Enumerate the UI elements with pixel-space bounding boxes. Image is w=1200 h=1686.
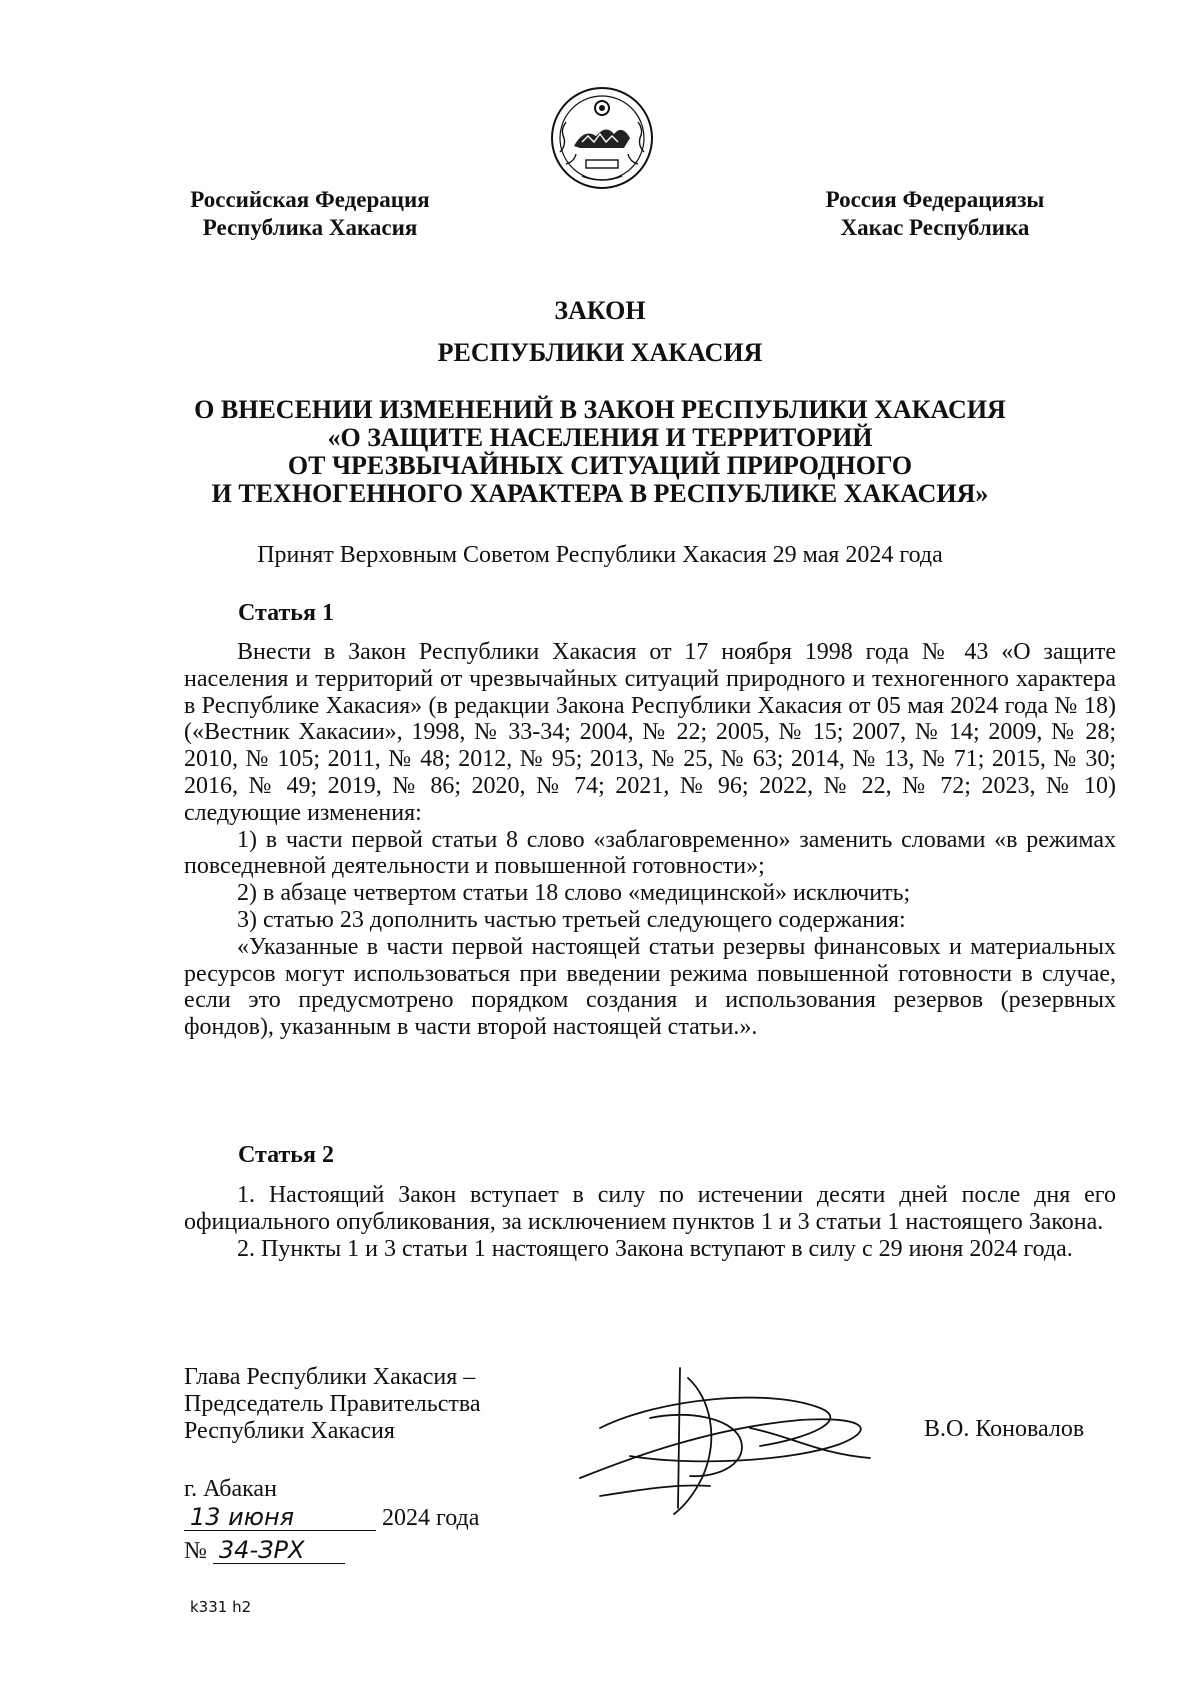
signing-date <box>184 1503 479 1533</box>
signatory-position-line1: Глава Республики Хакасия – <box>184 1364 476 1390</box>
law-subject-line1: О ВНЕСЕНИИ ИЗМЕНЕНИЙ В ЗАКОН РЕСПУБЛИКИ ХАКАСИЯ <box>194 395 1006 424</box>
coat-of-arms-emblem <box>546 82 658 194</box>
header-right-republic: Хакас Республика <box>840 215 1030 240</box>
law-title-line1: ЗАКОН <box>554 296 646 325</box>
article-2-heading: Статья 2 <box>238 1142 334 1168</box>
law-title-line2: РЕСПУБЛИКИ ХАКАСИЯ <box>437 338 763 367</box>
law-number <box>184 1536 345 1566</box>
signatory-name: В.О. Коновалов <box>924 1416 1085 1442</box>
signatory-position-line3: Республики Хакасия <box>184 1418 395 1444</box>
document-code: k331 h2 <box>190 1598 252 1616</box>
law-subject <box>150 396 1050 508</box>
article-2-body <box>184 1182 1116 1262</box>
signing-place: г. Абакан <box>184 1476 277 1502</box>
header-left-republic: Республика Хакасия <box>202 215 418 240</box>
signatory-position-line2: Председатель Правительства <box>184 1391 481 1417</box>
article-1-quote: «Указанные в части первой настоящей статьи резервы финансовых и материальных ресурсов могут использоваться при введении режима повышенной готовности в случае, если это предусмотрено порядком создания и использования резервов (резервных фондов), указанным в части второй настоящей статьи.». <box>184 933 1116 1041</box>
article-1-item-2: 2) в абзаце четвертом статьи 18 слово «медицинской» исключить; <box>237 880 911 907</box>
article-2-paragraph-1: 1. Настоящий Закон вступает в силу по истечении десяти дней после дня его официального опубликования, за исключением пунктов 1 и 3 статьи 1 настоящего Закона. <box>184 1182 1116 1235</box>
law-subject-line3: ОТ ЧРЕЗВЫЧАЙНЫХ СИТУАЦИЙ ПРИРОДНОГО <box>287 451 913 480</box>
header-left <box>160 186 460 242</box>
article-1-intro: Внести в Закон Республики Хакасия от 17 ноября 1998 года № 43 «О защите населения и территорий от чрезвычайных ситуаций природного и техногенного характера в Республике Хакасия» (в редакции Закона Республики Хакасия от 05 мая 2024 года № 18) («Вестник Хакасии», 1998, № 33-34; 2004, № 22; 2005, № 15; 2007, № 14; 2009, № 28; 2010, № 105; 2011, № 48; 2012, № 95; 2013, № 25, № 63; 2014, № 13, № 71; 2015, № 30; 2016, № 49; 2019, № 86; 2020, № 74; 2021, № 96; 2022, № 22, № 72; 2023, № 10) следующие изменения: <box>184 639 1116 826</box>
number-sign: № <box>184 1538 207 1564</box>
law-subject-line2: «О ЗАЩИТЕ НАСЕЛЕНИЯ И ТЕРРИТОРИЙ <box>327 423 873 452</box>
date-year: 2024 года <box>382 1505 480 1531</box>
header-right <box>810 186 1060 242</box>
law-subject-line4: И ТЕХНОГЕННОГО ХАРАКТЕРА В РЕСПУБЛИКЕ ХАКАСИЯ» <box>211 479 989 508</box>
handwritten-signature <box>570 1358 890 1518</box>
handwritten-number: 34-ЗРХ <box>213 1537 345 1564</box>
header-left-country: Российская Федерация <box>190 187 430 212</box>
article-1-item-3: 3) статью 23 дополнить частью третьей следующего содержания: <box>237 906 906 933</box>
signatory-position <box>184 1364 481 1445</box>
law-title <box>0 290 1200 374</box>
article-1-heading: Статья 1 <box>238 600 334 626</box>
article-1-body <box>184 639 1116 1041</box>
adoption-note: Принят Верховным Советом Республики Хакасия 29 мая 2024 года <box>257 542 943 568</box>
article-2-paragraph-2: 2. Пункты 1 и 3 статьи 1 настоящего Закона вступают в силу с 29 июня 2024 года. <box>237 1235 1073 1262</box>
handwritten-date: 13 июня <box>184 1504 376 1531</box>
article-1-item-1: 1) в части первой статьи 8 слово «заблаговременно» заменить словами «в режимах повседневной деятельности и повышенной готовности»; <box>184 826 1116 880</box>
header-right-country: Россия Федерациязы <box>825 187 1045 212</box>
